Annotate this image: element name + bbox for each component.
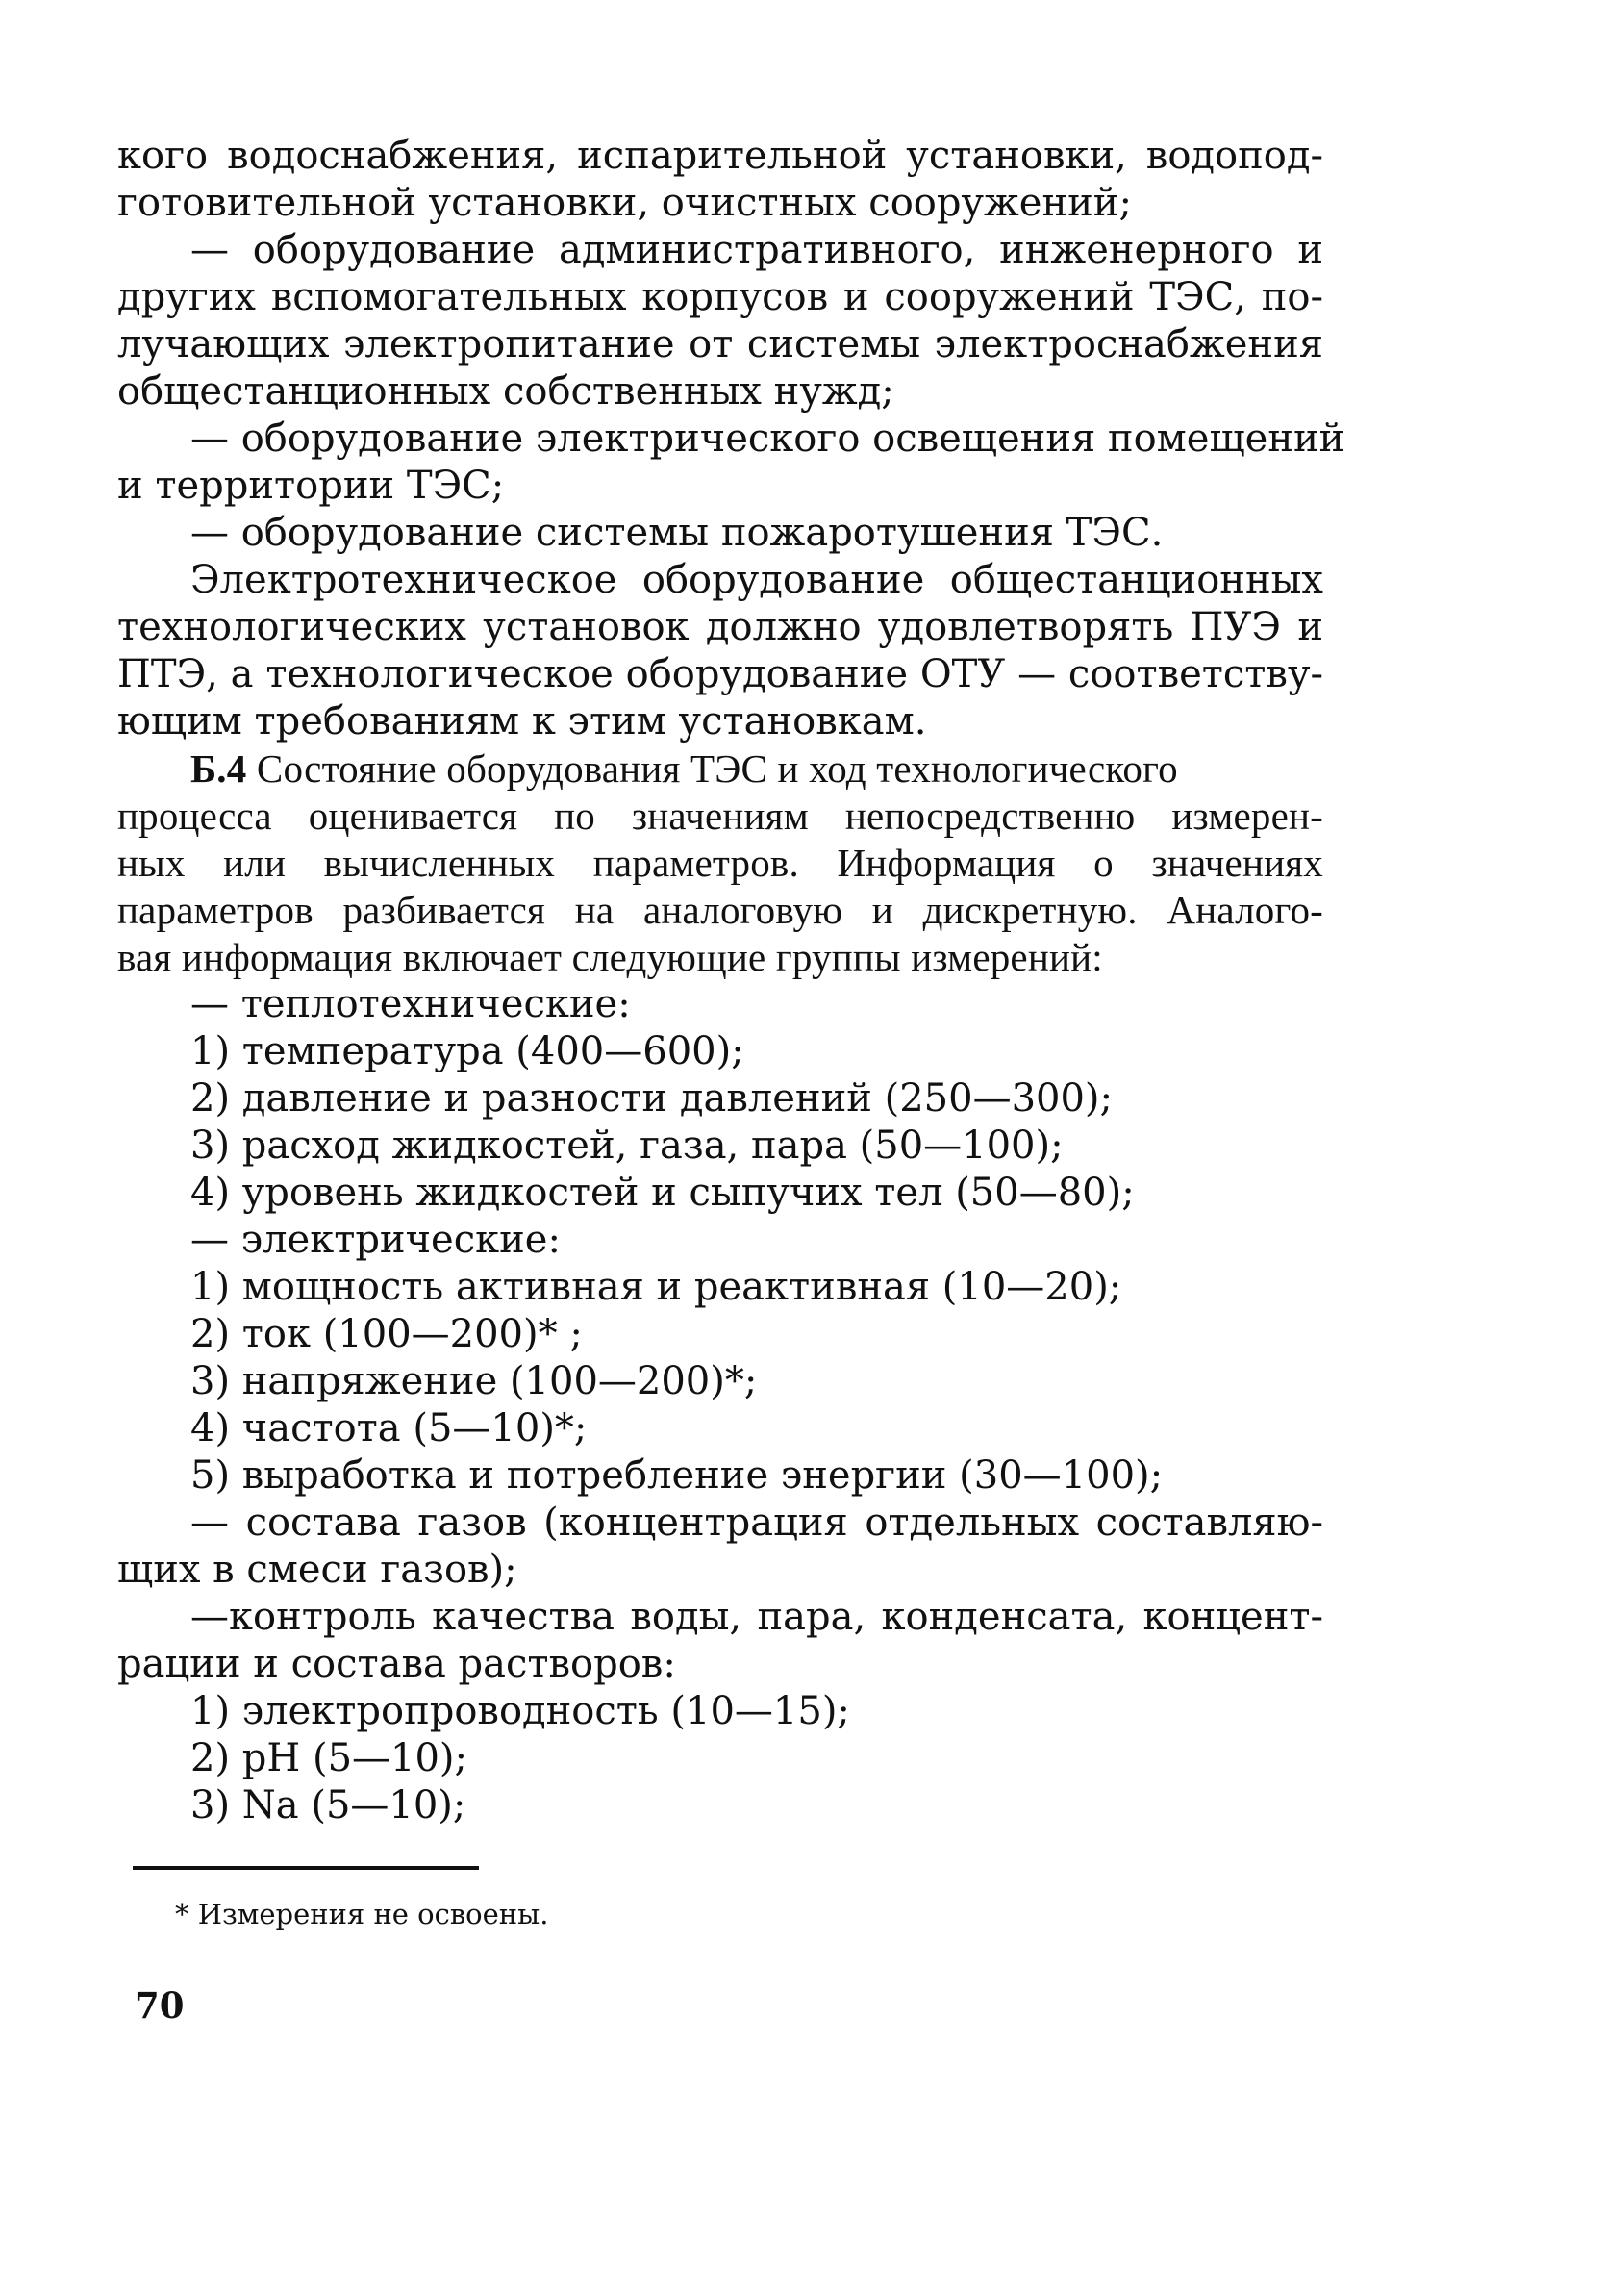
list-item: 3) Na (5—10);	[190, 1783, 466, 1828]
list-item: 4) уровень жидкостей и сыпучих тел (50—80);	[190, 1171, 1135, 1215]
text-line: вая информация включает следующие группы измерений:	[117, 935, 1103, 979]
text-line: ных или вычисленных параметров. Информация о значениях	[117, 841, 1323, 885]
text-line: — теплотехнические:	[190, 982, 631, 1026]
text-line: —контроль качества воды, пара, конденсата, концент-	[190, 1595, 1323, 1639]
section-label: Б.4	[190, 746, 247, 791]
footnote: * Измерения не освоены.	[175, 1898, 549, 1930]
list-item: 2) давление и разности давлений (250—300);	[190, 1076, 1114, 1121]
text-line: ющим требованиям к этим установкам.	[117, 699, 927, 744]
list-item: 5) выработка и потребление энергии (30—100);	[190, 1453, 1164, 1498]
list-item: 3) расход жидкостей, газа, пара (50—100);	[190, 1123, 1064, 1168]
text-line: ПТЭ, а технологическое оборудование ОТУ — соответству-	[117, 652, 1323, 696]
text-line: общестанционных собственных нужд;	[117, 369, 894, 414]
page-number: 70	[135, 1984, 185, 2027]
text-line: Электротехническое оборудование общестанционных	[190, 558, 1323, 602]
text-line: лучающих электропитание от системы электроснабжения	[117, 322, 1323, 366]
paragraph-b4-first-line	[117, 745, 1323, 793]
text-line: других вспомогательных корпусов и сооружений ТЭС, по-	[117, 275, 1323, 319]
footnote-divider	[133, 1866, 479, 1870]
text-line: — электрические:	[190, 1218, 561, 1262]
text-line: и территории ТЭС;	[117, 464, 505, 508]
text-line: — оборудование административного, инженерного и	[190, 228, 1323, 272]
text-line: готовительной установки, очистных сооружений;	[117, 181, 1132, 225]
text-line: рации и состава растворов:	[117, 1642, 676, 1686]
list-item: 2) pH (5—10);	[190, 1736, 468, 1780]
list-item: 1) температура (400—600);	[190, 1029, 744, 1073]
list-item: 3) напряжение (100—200)*;	[190, 1359, 758, 1403]
list-item: 2) ток (100—200)* ;	[190, 1312, 583, 1356]
text-line: Состояние оборудования ТЭС и ход технологического	[246, 746, 1178, 791]
text-line: — состава газов (концентрация отдельных составляю-	[190, 1501, 1323, 1545]
text-line: — оборудование системы пожаротушения ТЭС.	[190, 511, 1164, 555]
text-line: процесса оценивается по значениям непосредственно измерен-	[117, 794, 1323, 838]
list-item: 1) электропроводность (10—15);	[190, 1689, 850, 1733]
text-line: — оборудование электрического освещения помещений	[190, 416, 1345, 461]
text-line: кого водоснабжения, испарительной установки, водопод-	[117, 134, 1323, 178]
text-line: технологических установок должно удовлетворять ПУЭ и	[117, 605, 1323, 649]
text-line: параметров разбивается на аналоговую и дискретную. Аналого-	[117, 888, 1323, 932]
page-text	[117, 133, 1345, 1829]
list-item: 1) мощность активная и реактивная (10—20);	[190, 1265, 1122, 1309]
text-line: щих в смеси газов);	[117, 1548, 517, 1592]
list-item: 4) частота (5—10)*;	[190, 1406, 588, 1451]
